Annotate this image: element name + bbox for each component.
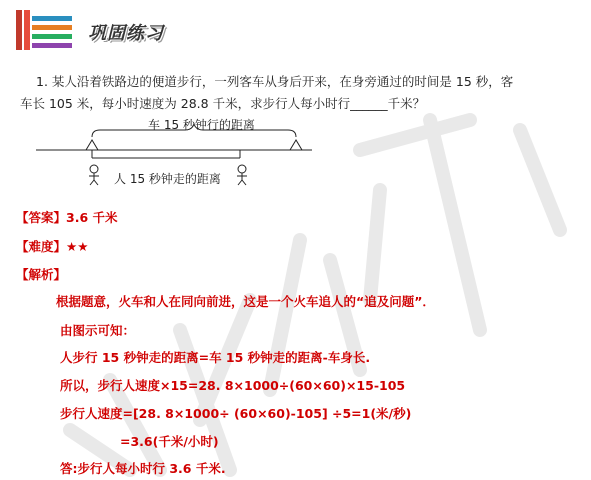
train-front-marker — [290, 140, 302, 150]
difficulty-stars: ★★ — [66, 239, 89, 254]
answer-value: 3.6 千米 — [66, 210, 118, 225]
difficulty-label: 【难度】 — [16, 239, 67, 254]
analysis-label: 【解析】 — [16, 267, 67, 282]
person-start-icon — [89, 165, 99, 185]
analysis-line-2: 由图示可知： — [60, 323, 136, 338]
question-line-2: 车长 105 米，每小时速度为 28.8 千米，求步行人每小时行______千米？ — [20, 96, 426, 111]
analysis-line-5: 步行人速度=[28. 8×1000÷ (60×60)-105] ÷5=1(米/秒) — [60, 406, 412, 421]
person-end-icon — [237, 165, 247, 185]
diagram-top-label: 车 15 秒钟行的距离 — [148, 118, 255, 132]
analysis-line-3: 人步行 15 秒钟走的距离=车 15 秒钟走的距离-车身长. — [60, 350, 371, 365]
section-title: 巩固练习 — [88, 23, 164, 44]
distance-diagram — [0, 0, 591, 200]
answer-label: 【答案】 — [16, 210, 67, 225]
analysis-line-6: =3.6(千米/小时) — [120, 434, 219, 449]
analysis-line-7: 答:步行人每小时行 3.6 千米. — [60, 461, 226, 476]
train-rear-marker — [86, 140, 98, 150]
difficulty-row — [16, 236, 88, 255]
analysis-line-4: 所以，步行人速度×15=28. 8×1000÷(60×60)×15-105 — [60, 378, 406, 393]
analysis-line-1: 根据题意，火车和人在同向前进，这是一个火车追人的“追及问题”． — [56, 294, 435, 309]
question-line-1: 1. 某人沿着铁路边的便道步行，一列客车从身后开来，在身旁通过的时间是 15 秒，客 — [36, 74, 514, 89]
diagram-bottom-label: 人 15 秒钟走的距离 — [114, 172, 221, 186]
answer-row — [16, 207, 118, 226]
